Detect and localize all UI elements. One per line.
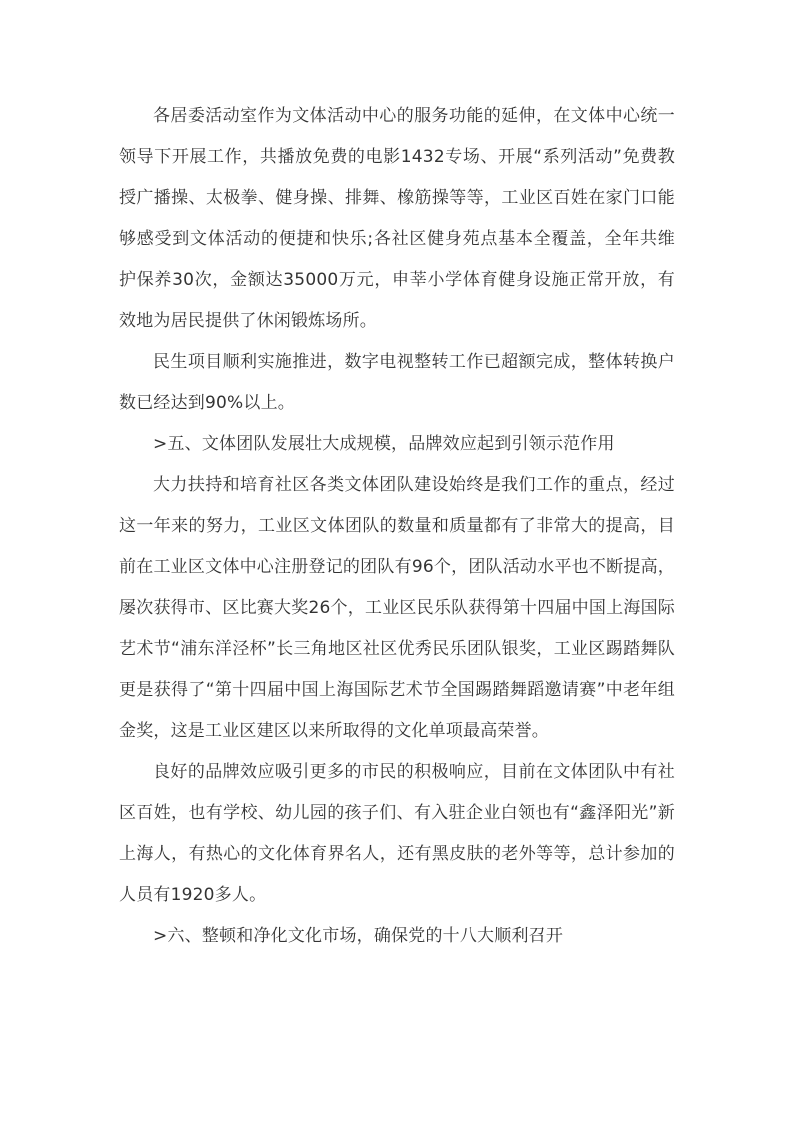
- section-heading-five: >五、文体团队发展壮大成规模，品牌效应起到引领示范作用: [153, 434, 615, 454]
- document-page: [119, 96, 675, 957]
- paragraph-livelihood-projects: 民生项目顺利实施推进，数字电视整转工作已超额完成，整体转换户数已经达到90%以上。: [119, 352, 675, 413]
- paragraph-team-development: 大力扶持和培育社区各类文体团队建设始终是我们工作的重点，经过这一年来的努力，工业区文体团队的数量和质量都有了非常大的提高，目前在工业区文体中心注册登记的团队有96个，团队活动水平也不断提高，屡次获得市、区比赛大奖26个，工业区民乐队获得第十四届中国上海国际艺术节“浦东洋泾杯”长三角地区社区优秀民乐团队银奖，工业区踢踏舞队更是获得了“第十四届中国上海国际艺术节全国踢踏舞蹈邀请赛”中老年组金奖，这是工业区建区以来所取得的文化单项最高荣誉。: [119, 475, 675, 741]
- paragraph-brand-effect: 良好的品牌效应吸引更多的市民的积极响应，目前在文体团队中有社区百姓，也有学校、幼儿园的孩子们、有入驻企业白领也有“鑫泽阳光”新上海人，有热心的文化体育界名人，还有黑皮肤的老外等等，总计参加的人员有1920多人。: [119, 762, 675, 905]
- paragraph-community-activity-rooms: 各居委活动室作为文体活动中心的服务功能的延伸，在文体中心统一领导下开展工作，共播放免费的电影1432专场、开展“系列活动”免费教授广播操、太极拳、健身操、排舞、橡筋操等等，工业区百姓在家门口能够感受到文体活动的便捷和快乐;各社区健身苑点基本全覆盖，全年共维护保养30次，金额达35000万元，申莘小学体育健身设施正常开放，有效地为居民提供了休闲锻炼场所。: [119, 106, 675, 331]
- section-heading-six: >六、整顿和净化文化市场，确保党的十八大顺利召开: [153, 926, 564, 946]
